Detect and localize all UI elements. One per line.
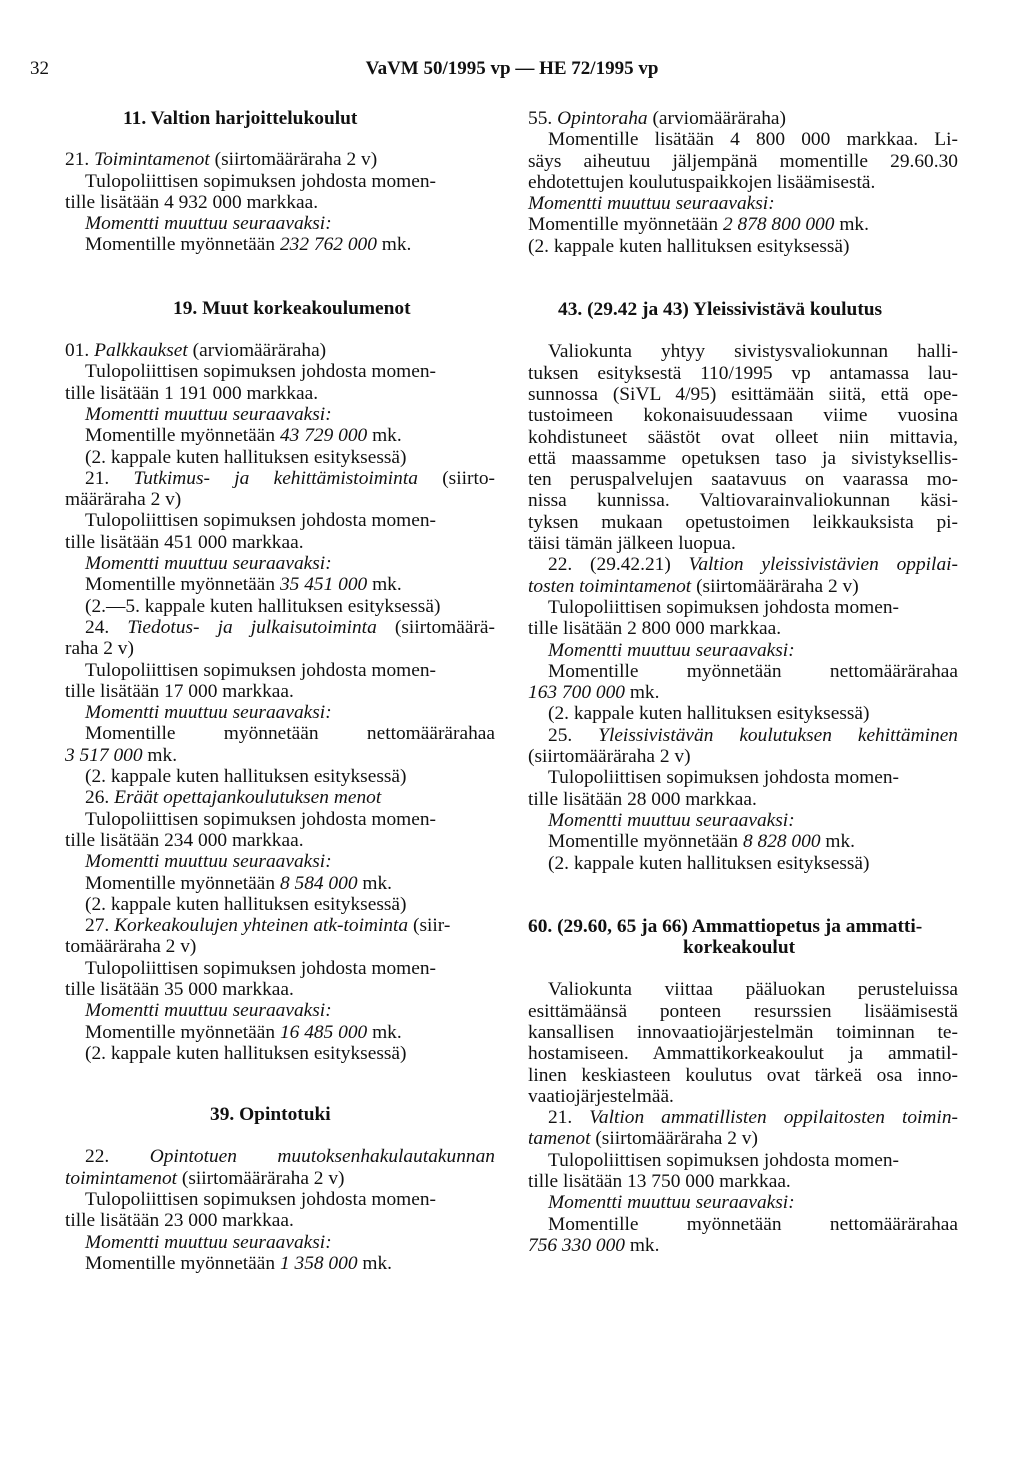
moment-type: (siirtomääräraha 2 v): [696, 575, 859, 597]
grant-amount: 43 729 000: [279, 425, 368, 447]
grant-text: Momentille myönnetään: [548, 831, 739, 853]
text-line: tille lisätään 2 800 000 markkaa.: [528, 618, 782, 640]
grant-unit: mk.: [372, 574, 402, 596]
text-line: määräraha 2 v): [65, 489, 182, 511]
text-line: täisi tämän jälkeen luopua.: [528, 533, 736, 555]
grant-text: Momentille myönnetään: [85, 1021, 276, 1043]
page-number: 32: [30, 58, 49, 79]
grant-unit: mk.: [839, 214, 869, 236]
paragraph: [528, 979, 958, 1107]
grant-text: Momentille myönnetään nettomäärärahaa: [85, 723, 495, 745]
change-note: Momentti muuttuu seuraavaksi:: [548, 639, 795, 661]
section-19: [65, 298, 495, 1064]
change-note: Momentti muuttuu seuraavaksi:: [85, 553, 332, 575]
grant-unit: mk.: [629, 682, 660, 704]
text-line: säys aiheutuu jäljempänä momentille 29.60.30: [528, 150, 958, 172]
section-heading: 43. (29.42 ja 43) Yleissivistävä koulutus: [558, 299, 883, 321]
text-line: tille lisätään 23 000 markkaa.: [65, 1210, 294, 1232]
section-heading: 11. Valtion harjoittelukoulut: [123, 108, 358, 129]
text-line: tille lisätään 451 000 markkaa.: [65, 531, 304, 553]
moment-55: [528, 108, 958, 257]
moment-type: (arviomääräraha): [192, 340, 327, 362]
text-line: esittämäänsä ponteen resurssien lisäämisestä: [528, 1000, 958, 1022]
grant-amount: 1 358 000: [279, 1252, 358, 1274]
text-line: Tulopoliittisen sopimuksen johdosta momen-: [85, 170, 437, 192]
text-line: ehdotettujen koulutuspaikkojen lisäämisestä.: [528, 171, 876, 193]
section-heading-cont: korkeakoulut: [683, 937, 796, 959]
grant-text: Momentille myönnetään: [85, 234, 276, 256]
moment-name: Palkkaukset: [94, 340, 188, 362]
text-line: linen keskiasteen koulutus ovat tärkeä osa inno-: [528, 1064, 958, 1086]
text-line: ten peruspalvelujen saatavuus on vaarassa mo-: [528, 469, 958, 491]
text-line: Tulopoliittisen sopimuksen johdosta momen-: [548, 767, 900, 789]
section-heading: 19. Muut korkeakoulumenot: [173, 297, 411, 319]
grant-text: Momentille myönnetään: [528, 214, 719, 236]
text-line: Tulopoliittisen sopimuksen johdosta momen-: [548, 596, 900, 618]
moment-name: Opintoraha: [557, 108, 648, 129]
change-note: Momentti muuttuu seuraavaksi:: [85, 1000, 332, 1022]
text-line: Tulopoliittisen sopimuksen johdosta momen-: [85, 659, 437, 681]
moment-name: tosten toimintamenot: [528, 575, 692, 597]
moment-type: (siirtomääräraha 2 v): [528, 746, 691, 768]
note-line: (2. kappale kuten hallituksen esityksessä): [85, 446, 407, 468]
grant-text: Momentille myönnetään nettomäärärahaa: [548, 1213, 958, 1235]
section-60: [528, 916, 958, 1256]
text-line: nissa kunnissa. Valtiovarainvaliokunnan käsi-: [528, 490, 958, 512]
grant-amount: 756 330 000: [528, 1234, 625, 1256]
grant-amount: 8 828 000: [742, 831, 821, 853]
text-line: Tulopoliittisen sopimuksen johdosta momen-: [85, 957, 437, 979]
moment-number: 27.: [85, 915, 110, 937]
moment-name: Valtion yleissivistävien oppilai-: [688, 554, 958, 576]
grant-amount: 3 517 000: [65, 744, 143, 766]
moment-type: (arviomääräraha): [652, 108, 786, 129]
text-line: vaatiojärjestelmää.: [528, 1085, 674, 1107]
moment-name: Valtion ammatillisten oppilaitosten toimin-: [589, 1107, 958, 1129]
grant-unit: mk.: [629, 1234, 660, 1256]
moment-number: 26.: [85, 787, 110, 809]
text-line: Tulopoliittisen sopimuksen johdosta momen-: [85, 510, 437, 532]
change-note: Momentti muuttuu seuraavaksi:: [85, 403, 332, 425]
moment-type: (siirtomääräraha 2 v): [595, 1128, 758, 1150]
paragraph: [528, 341, 958, 554]
text-line: tomääräraha 2 v): [65, 936, 197, 958]
grant-text: Momentille myönnetään: [85, 574, 276, 596]
text-line: tille lisätään 13 750 000 markkaa.: [528, 1171, 791, 1193]
text-line: Tulopoliittisen sopimuksen johdosta momen-: [85, 361, 437, 383]
text-line: tuksen esityksestä 110/1995 vp antamassa lau-: [528, 362, 958, 384]
note-line: (2. kappale kuten hallituksen esityksessä): [85, 893, 407, 915]
section-39: [65, 1104, 495, 1274]
change-note: Momentti muuttuu seuraavaksi:: [548, 809, 795, 831]
grant-amount: 35 451 000: [279, 574, 368, 596]
right-column: [528, 108, 958, 1256]
moment-number: 55.: [528, 108, 553, 129]
text-line: raha 2 v): [65, 638, 134, 660]
running-header: VaVM 50/1995 vp — HE 72/1995 vp: [365, 58, 659, 79]
text-line: kohdistuneet säästöt ovat olleet niin mittavia,: [528, 426, 958, 448]
text-line: kansallisen innovaatiojärjestelmän toiminnan te-: [528, 1021, 958, 1043]
grant-text: Momentille myönnetään nettomäärärahaa: [548, 660, 958, 682]
text-line: tille lisätään 1 191 000 markkaa.: [65, 382, 319, 404]
text-line: Momentille lisätään 4 800 000 markkaa. Li-: [548, 129, 958, 151]
grant-amount: 8 584 000: [279, 872, 358, 894]
grant-unit: mk.: [362, 872, 393, 894]
grant-text: Momentille myönnetään: [85, 425, 276, 447]
text-line: tille lisätään 17 000 markkaa.: [65, 680, 294, 702]
text-line: tille lisätään 35 000 markkaa.: [65, 978, 294, 1000]
moment-name: Tutkimus- ja kehittämistoiminta: [133, 467, 418, 489]
grant-unit: mk.: [825, 831, 856, 853]
text-line: Valiokunta viittaa pääluokan perusteluissa: [548, 979, 958, 1001]
section-heading: 39. Opintotuki: [210, 1104, 331, 1126]
moment-name: Toimintamenot: [94, 149, 210, 171]
note-line: (2. kappale kuten hallituksen esityksessä): [85, 766, 407, 788]
grant-unit: mk.: [362, 1252, 393, 1274]
grant-amount: 16 485 000: [279, 1021, 368, 1043]
moment-number: 01.: [65, 340, 90, 362]
grant-amount: 2 878 800 000: [722, 214, 835, 236]
moment-number: 22.: [85, 1146, 110, 1168]
moment-name: Opintotuen muutoksenhakulautakunnan: [149, 1146, 495, 1168]
grant-text: Momentille myönnetään: [85, 872, 276, 894]
text-line: tille lisätään 234 000 markkaa.: [65, 829, 304, 851]
grant-unit: mk.: [372, 425, 402, 447]
text-line: Valiokunta yhtyy sivistysvaliokunnan halli-: [548, 341, 958, 363]
text-line: sunnossa (SiVL 4/95) esittämään siitä, että ope-: [528, 383, 958, 405]
moment-number: 21.: [548, 1107, 573, 1129]
moment-number: 24.: [85, 616, 110, 638]
moment-name: Tiedotus- ja julkaisutoiminta: [127, 616, 377, 638]
grant-unit: mk.: [381, 234, 412, 256]
note-line: (2. kappale kuten hallituksen esityksessä): [548, 703, 870, 725]
change-note: Momentti muuttuu seuraavaksi:: [85, 851, 332, 873]
moment-number: 22. (29.42.21): [548, 554, 671, 576]
grant-text: Momentille myönnetään: [85, 1252, 276, 1274]
moment-name: tamenot: [528, 1128, 591, 1150]
text-line: tustoimeen kokonaisuudessaan viime vuosina: [528, 405, 958, 427]
moment-type: (siir-: [412, 915, 451, 937]
moment-type: (siirtomääräraha 2 v): [181, 1167, 345, 1189]
moment-type: (siirtomääräraha 2 v): [214, 149, 378, 171]
change-note: Momentti muuttuu seuraavaksi:: [85, 1231, 332, 1253]
text-line: tyksen mukaan opetustoimen leikkauksista pi-: [528, 511, 958, 533]
moment-type: (siirtomäärä-: [394, 616, 495, 638]
section-43: [528, 299, 958, 874]
note-line: (2.—5. kappale kuten hallituksen esityksessä): [85, 595, 441, 617]
text-line: että maassamme opetuksen taso ja sivistyksellis-: [528, 447, 958, 469]
text-line: hostamiseen. Ammattikorkeakoulut ja ammatil-: [528, 1043, 958, 1065]
moment-name: toimintamenot: [65, 1167, 178, 1189]
note-line: (2. kappale kuten hallituksen esityksessä): [85, 1042, 407, 1064]
grant-amount: 163 700 000: [528, 682, 625, 704]
moment-number: 25.: [548, 724, 573, 746]
section-11: [65, 108, 495, 256]
change-note: Momentti muuttuu seuraavaksi:: [548, 1192, 795, 1214]
change-note: Momentti muuttuu seuraavaksi:: [85, 702, 332, 724]
change-note: Momentti muuttuu seuraavaksi:: [85, 213, 332, 235]
note-line: (2. kappale kuten hallituksen esityksessä): [528, 235, 850, 257]
text-line: Tulopoliittisen sopimuksen johdosta momen-: [85, 808, 437, 830]
moment-name: Yleissivistävän koulutuksen kehittäminen: [598, 724, 958, 746]
left-column: [65, 108, 495, 1274]
note-line: (2. kappale kuten hallituksen esityksessä): [548, 852, 870, 874]
text-line: tille lisätään 4 932 000 markkaa.: [65, 191, 319, 213]
section-heading: 60. (29.60, 65 ja 66) Ammattiopetus ja ammatti-: [528, 915, 923, 937]
grant-unit: mk.: [147, 744, 178, 766]
text-line: Tulopoliittisen sopimuksen johdosta momen-: [85, 1189, 437, 1211]
text-line: Tulopoliittisen sopimuksen johdosta momen-: [548, 1149, 900, 1171]
change-note: Momentti muuttuu seuraavaksi:: [528, 193, 775, 215]
moment-name: Eräät opettajankoulutuksen menot: [114, 787, 382, 809]
grant-amount: 232 762 000: [279, 234, 377, 256]
moment-number: 21.: [85, 467, 110, 489]
moment-name: Korkeakoulujen yhteinen atk-toiminta: [114, 915, 409, 937]
grant-unit: mk.: [372, 1021, 402, 1043]
text-line: tille lisätään 28 000 markkaa.: [528, 788, 757, 810]
moment-type: (siirto-: [442, 467, 495, 489]
moment-number: 21.: [65, 149, 90, 171]
